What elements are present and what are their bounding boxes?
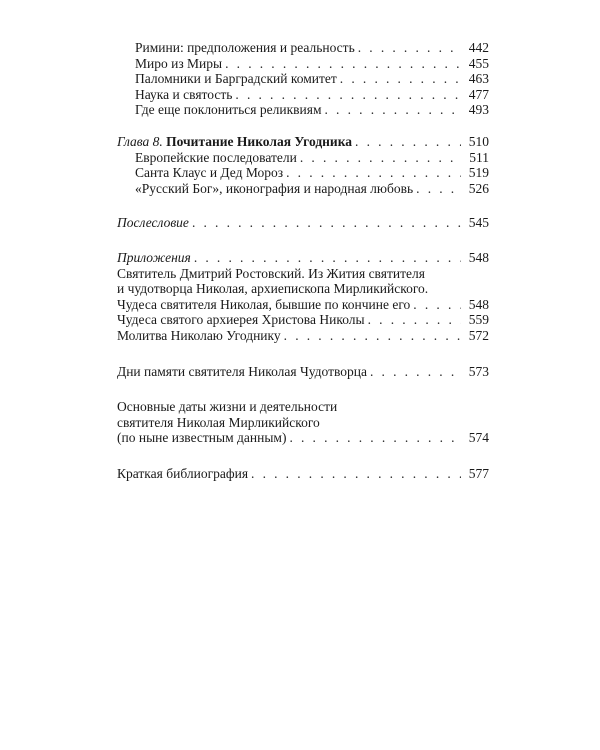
dot-leader	[222, 56, 461, 72]
toc-entry-page: 548	[468, 296, 489, 312]
toc-text-line: Основные даты жизни и деятельности	[117, 399, 338, 415]
toc-entry	[117, 40, 489, 56]
dot-leader	[322, 102, 462, 118]
dot-leader	[365, 312, 461, 328]
toc-entry-title: Приложения	[117, 249, 191, 265]
toc-entry-title: Краткая библиография	[117, 465, 249, 481]
toc-entry-title: Где еще поклониться реликвиям	[135, 102, 322, 118]
toc-entry-page: 511	[469, 149, 489, 165]
chapter-label: Глава 8.	[117, 133, 163, 149]
toc-entry-title: Послесловие	[117, 215, 189, 231]
dot-leader	[410, 297, 461, 313]
toc-entry-page: 572	[468, 327, 489, 343]
dot-leader	[191, 250, 461, 266]
dot-leader	[337, 71, 461, 87]
toc-entry	[117, 87, 489, 103]
toc-entry-page: 463	[468, 71, 489, 87]
toc-entry	[117, 165, 489, 181]
toc-entry	[117, 364, 489, 380]
toc-entry-title: Чудеса святого архиерея Христова Николы	[117, 312, 365, 328]
toc-text-line: святителя Николая Мирликийского	[117, 414, 320, 430]
table-of-contents	[117, 40, 489, 481]
toc-entry-title: Чудеса святителя Николая, бывшие по кончине его	[117, 296, 411, 312]
dot-leader	[297, 150, 461, 166]
dot-leader	[413, 181, 461, 197]
toc-entry-title	[117, 134, 352, 150]
toc-entry-title: Наука и святость	[135, 86, 233, 102]
toc-entry-title: Паломники и Барградский комитет	[135, 71, 337, 87]
toc-entry	[117, 215, 489, 231]
toc-entry-title: Санта Клаус и Дед Мороз	[135, 165, 284, 181]
toc-entry-page: 493	[468, 102, 489, 118]
toc-entry	[117, 181, 489, 197]
toc-entry-title: Дни памяти святителя Николая Чудотворца	[117, 363, 367, 379]
chapter-title: Почитание Николая Угодника	[166, 133, 353, 149]
toc-entry	[117, 71, 489, 87]
toc-entry	[117, 297, 489, 313]
toc-entry-title: Молитва Николаю Угоднику	[117, 327, 281, 343]
dot-leader	[232, 87, 461, 103]
toc-entry	[117, 430, 489, 446]
toc-entry	[117, 56, 489, 72]
toc-entry	[117, 102, 489, 118]
toc-entry-title: (по ныне известным данным)	[117, 430, 287, 446]
toc-entry-page: 545	[468, 215, 489, 231]
toc-entry	[117, 328, 489, 344]
dot-leader	[281, 328, 461, 344]
toc-entry-page: 510	[468, 133, 489, 149]
toc-entry-page: 526	[468, 180, 489, 196]
toc-entry-title: Римини: предположения и реальность	[135, 40, 355, 55]
toc-entry-page: 477	[468, 86, 489, 102]
toc-entry-page: 573	[468, 363, 489, 379]
dot-leader	[283, 165, 461, 181]
toc-entry-title: «Русский Бог», иконография и народная любовь	[135, 180, 414, 196]
toc-entry	[117, 312, 489, 328]
toc-entry	[117, 250, 489, 266]
dot-leader	[352, 134, 461, 150]
toc-entry	[117, 466, 489, 482]
toc-entry-page: 519	[468, 165, 489, 181]
toc-entry-page: 548	[468, 249, 489, 265]
toc-entry	[117, 150, 489, 166]
dot-leader	[248, 466, 461, 482]
toc-chapter-entry	[117, 134, 489, 150]
dot-leader	[286, 430, 461, 446]
toc-entry-page: 577	[468, 465, 489, 481]
toc-entry-page: 559	[468, 312, 489, 328]
toc-text-line: Святитель Дмитрий Ростовский. Из Жития святителя	[117, 265, 425, 281]
dot-leader	[189, 215, 461, 231]
toc-entry-title: Европейские последователи	[135, 149, 297, 165]
toc-entry-page: 574	[468, 430, 489, 446]
toc-entry-title: Миро из Миры	[135, 55, 223, 71]
dot-leader	[355, 40, 461, 56]
toc-entry-page: 455	[468, 55, 489, 71]
toc-entry-page: 442	[468, 40, 489, 55]
dot-leader	[367, 364, 461, 380]
toc-text-line: и чудотворца Николая, архиепископа Мирликийского.	[117, 281, 429, 297]
